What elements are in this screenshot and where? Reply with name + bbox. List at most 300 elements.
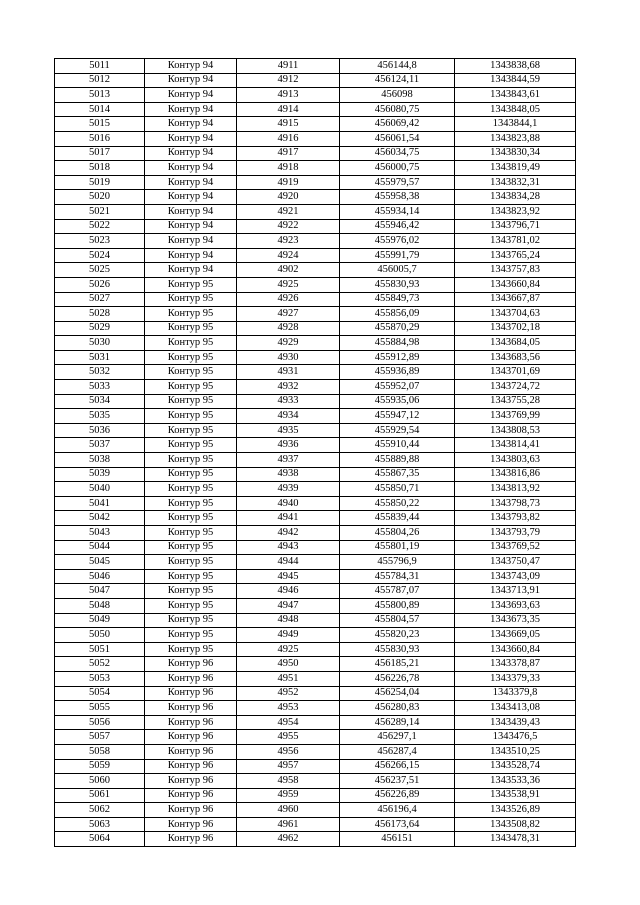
contour-name-cell: Контур 94 — [145, 219, 237, 234]
table-row — [55, 496, 576, 511]
y-coordinate-cell: 1343808,53 — [455, 423, 576, 438]
table-row — [55, 613, 576, 628]
coordinates-table — [54, 58, 576, 847]
point-number-cell: 4943 — [237, 540, 340, 555]
x-coordinate-cell: 456289,14 — [340, 715, 455, 730]
contour-name-cell: Контур 95 — [145, 584, 237, 599]
y-coordinate-cell: 1343844,1 — [455, 117, 576, 132]
row-number-cell: 5042 — [55, 511, 145, 526]
point-number-cell: 4950 — [237, 657, 340, 672]
point-number-cell: 4912 — [237, 73, 340, 88]
x-coordinate-cell: 455910,44 — [340, 438, 455, 453]
table-row — [55, 598, 576, 613]
point-number-cell: 4954 — [237, 715, 340, 730]
point-number-cell: 4951 — [237, 671, 340, 686]
row-number-cell: 5034 — [55, 394, 145, 409]
contour-name-cell: Контур 95 — [145, 394, 237, 409]
contour-name-cell: Контур 96 — [145, 657, 237, 672]
y-coordinate-cell: 1343813,92 — [455, 482, 576, 497]
y-coordinate-cell: 1343750,47 — [455, 555, 576, 570]
x-coordinate-cell: 456254,04 — [340, 686, 455, 701]
contour-name-cell: Контур 95 — [145, 511, 237, 526]
x-coordinate-cell: 456005,7 — [340, 263, 455, 278]
table-row — [55, 365, 576, 380]
point-number-cell: 4902 — [237, 263, 340, 278]
row-number-cell: 5050 — [55, 628, 145, 643]
point-number-cell: 4925 — [237, 642, 340, 657]
table-row — [55, 321, 576, 336]
row-number-cell: 5055 — [55, 701, 145, 716]
point-number-cell: 4927 — [237, 307, 340, 322]
x-coordinate-cell: 456226,89 — [340, 788, 455, 803]
table-row — [55, 277, 576, 292]
contour-name-cell: Контур 96 — [145, 715, 237, 730]
row-number-cell: 5061 — [55, 788, 145, 803]
point-number-cell: 4941 — [237, 511, 340, 526]
contour-name-cell: Контур 95 — [145, 336, 237, 351]
table-row — [55, 701, 576, 716]
contour-name-cell: Контур 94 — [145, 117, 237, 132]
contour-name-cell: Контур 94 — [145, 190, 237, 205]
x-coordinate-cell: 455884,98 — [340, 336, 455, 351]
y-coordinate-cell: 1343528,74 — [455, 759, 576, 774]
point-number-cell: 4911 — [237, 59, 340, 74]
row-number-cell: 5037 — [55, 438, 145, 453]
y-coordinate-cell: 1343819,49 — [455, 161, 576, 176]
point-number-cell: 4936 — [237, 438, 340, 453]
x-coordinate-cell: 456069,42 — [340, 117, 455, 132]
y-coordinate-cell: 1343765,24 — [455, 248, 576, 263]
row-number-cell: 5058 — [55, 744, 145, 759]
row-number-cell: 5029 — [55, 321, 145, 336]
x-coordinate-cell: 455804,57 — [340, 613, 455, 628]
row-number-cell: 5035 — [55, 409, 145, 424]
x-coordinate-cell: 455958,38 — [340, 190, 455, 205]
x-coordinate-cell: 456287,4 — [340, 744, 455, 759]
x-coordinate-cell: 455830,93 — [340, 277, 455, 292]
x-coordinate-cell: 455936,89 — [340, 365, 455, 380]
y-coordinate-cell: 1343843,61 — [455, 88, 576, 103]
row-number-cell: 5048 — [55, 598, 145, 613]
y-coordinate-cell: 1343379,8 — [455, 686, 576, 701]
contour-name-cell: Контур 94 — [145, 59, 237, 74]
row-number-cell: 5063 — [55, 817, 145, 832]
row-number-cell: 5019 — [55, 175, 145, 190]
contour-name-cell: Контур 95 — [145, 423, 237, 438]
y-coordinate-cell: 1343755,28 — [455, 394, 576, 409]
point-number-cell: 4948 — [237, 613, 340, 628]
point-number-cell: 4922 — [237, 219, 340, 234]
row-number-cell: 5017 — [55, 146, 145, 161]
row-number-cell: 5056 — [55, 715, 145, 730]
x-coordinate-cell: 456034,75 — [340, 146, 455, 161]
row-number-cell: 5028 — [55, 307, 145, 322]
point-number-cell: 4925 — [237, 277, 340, 292]
point-number-cell: 4944 — [237, 555, 340, 570]
contour-name-cell: Контур 94 — [145, 102, 237, 117]
point-number-cell: 4962 — [237, 832, 340, 847]
point-number-cell: 4946 — [237, 584, 340, 599]
point-number-cell: 4942 — [237, 526, 340, 541]
point-number-cell: 4921 — [237, 204, 340, 219]
row-number-cell: 5025 — [55, 263, 145, 278]
table-row — [55, 832, 576, 847]
contour-name-cell: Контур 94 — [145, 146, 237, 161]
contour-name-cell: Контур 95 — [145, 438, 237, 453]
x-coordinate-cell: 455801,19 — [340, 540, 455, 555]
x-coordinate-cell: 456237,51 — [340, 774, 455, 789]
point-number-cell: 4934 — [237, 409, 340, 424]
row-number-cell: 5062 — [55, 803, 145, 818]
point-number-cell: 4945 — [237, 569, 340, 584]
y-coordinate-cell: 1343838,68 — [455, 59, 576, 74]
y-coordinate-cell: 1343667,87 — [455, 292, 576, 307]
y-coordinate-cell: 1343814,41 — [455, 438, 576, 453]
x-coordinate-cell: 456144,8 — [340, 59, 455, 74]
row-number-cell: 5052 — [55, 657, 145, 672]
contour-name-cell: Контур 95 — [145, 321, 237, 336]
y-coordinate-cell: 1343803,63 — [455, 453, 576, 468]
row-number-cell: 5026 — [55, 277, 145, 292]
contour-name-cell: Контур 95 — [145, 350, 237, 365]
row-number-cell: 5043 — [55, 526, 145, 541]
x-coordinate-cell: 456061,54 — [340, 131, 455, 146]
point-number-cell: 4953 — [237, 701, 340, 716]
table-row — [55, 482, 576, 497]
contour-name-cell: Контур 96 — [145, 803, 237, 818]
x-coordinate-cell: 456151 — [340, 832, 455, 847]
y-coordinate-cell: 1343834,28 — [455, 190, 576, 205]
contour-name-cell: Контур 95 — [145, 526, 237, 541]
contour-name-cell: Контур 95 — [145, 453, 237, 468]
x-coordinate-cell: 456000,75 — [340, 161, 455, 176]
point-number-cell: 4935 — [237, 423, 340, 438]
x-coordinate-cell: 456266,15 — [340, 759, 455, 774]
x-coordinate-cell: 455976,02 — [340, 234, 455, 249]
contour-name-cell: Контур 95 — [145, 569, 237, 584]
row-number-cell: 5024 — [55, 248, 145, 263]
table-row — [55, 569, 576, 584]
x-coordinate-cell: 455929,54 — [340, 423, 455, 438]
row-number-cell: 5018 — [55, 161, 145, 176]
contour-name-cell: Контур 95 — [145, 496, 237, 511]
row-number-cell: 5046 — [55, 569, 145, 584]
row-number-cell: 5033 — [55, 380, 145, 395]
row-number-cell: 5064 — [55, 832, 145, 847]
point-number-cell: 4949 — [237, 628, 340, 643]
point-number-cell: 4929 — [237, 336, 340, 351]
x-coordinate-cell: 455912,89 — [340, 350, 455, 365]
point-number-cell: 4956 — [237, 744, 340, 759]
y-coordinate-cell: 1343796,71 — [455, 219, 576, 234]
table-row — [55, 453, 576, 468]
y-coordinate-cell: 1343476,5 — [455, 730, 576, 745]
contour-name-cell: Контур 96 — [145, 788, 237, 803]
table-row — [55, 117, 576, 132]
y-coordinate-cell: 1343478,31 — [455, 832, 576, 847]
table-row — [55, 59, 576, 74]
table-row — [55, 642, 576, 657]
y-coordinate-cell: 1343673,35 — [455, 613, 576, 628]
table-row — [55, 131, 576, 146]
y-coordinate-cell: 1343439,43 — [455, 715, 576, 730]
row-number-cell: 5059 — [55, 759, 145, 774]
row-number-cell: 5060 — [55, 774, 145, 789]
x-coordinate-cell: 455856,09 — [340, 307, 455, 322]
table-row — [55, 175, 576, 190]
point-number-cell: 4955 — [237, 730, 340, 745]
x-coordinate-cell: 456280,83 — [340, 701, 455, 716]
point-number-cell: 4914 — [237, 102, 340, 117]
y-coordinate-cell: 1343704,63 — [455, 307, 576, 322]
row-number-cell: 5038 — [55, 453, 145, 468]
table-row — [55, 190, 576, 205]
table-row — [55, 803, 576, 818]
row-number-cell: 5016 — [55, 131, 145, 146]
row-number-cell: 5045 — [55, 555, 145, 570]
contour-name-cell: Контур 94 — [145, 88, 237, 103]
y-coordinate-cell: 1343769,99 — [455, 409, 576, 424]
y-coordinate-cell: 1343830,34 — [455, 146, 576, 161]
x-coordinate-cell: 455934,14 — [340, 204, 455, 219]
table-row — [55, 774, 576, 789]
row-number-cell: 5015 — [55, 117, 145, 132]
point-number-cell: 4916 — [237, 131, 340, 146]
table-row — [55, 380, 576, 395]
contour-name-cell: Контур 95 — [145, 628, 237, 643]
contour-name-cell: Контур 96 — [145, 817, 237, 832]
y-coordinate-cell: 1343713,91 — [455, 584, 576, 599]
y-coordinate-cell: 1343693,63 — [455, 598, 576, 613]
row-number-cell: 5040 — [55, 482, 145, 497]
point-number-cell: 4932 — [237, 380, 340, 395]
point-number-cell: 4933 — [237, 394, 340, 409]
table-row — [55, 788, 576, 803]
row-number-cell: 5021 — [55, 204, 145, 219]
contour-name-cell: Контур 95 — [145, 277, 237, 292]
point-number-cell: 4958 — [237, 774, 340, 789]
point-number-cell: 4961 — [237, 817, 340, 832]
y-coordinate-cell: 1343793,79 — [455, 526, 576, 541]
table-row — [55, 219, 576, 234]
contour-name-cell: Контур 94 — [145, 131, 237, 146]
x-coordinate-cell: 455947,12 — [340, 409, 455, 424]
x-coordinate-cell: 455796,9 — [340, 555, 455, 570]
table-row — [55, 511, 576, 526]
row-number-cell: 5053 — [55, 671, 145, 686]
point-number-cell: 4913 — [237, 88, 340, 103]
contour-name-cell: Контур 95 — [145, 409, 237, 424]
contour-name-cell: Контур 95 — [145, 292, 237, 307]
table-row — [55, 555, 576, 570]
table-row — [55, 161, 576, 176]
y-coordinate-cell: 1343798,73 — [455, 496, 576, 511]
x-coordinate-cell: 456098 — [340, 88, 455, 103]
table-row — [55, 146, 576, 161]
row-number-cell: 5027 — [55, 292, 145, 307]
point-number-cell: 4930 — [237, 350, 340, 365]
x-coordinate-cell: 456173,64 — [340, 817, 455, 832]
row-number-cell: 5044 — [55, 540, 145, 555]
table-row — [55, 584, 576, 599]
x-coordinate-cell: 455952,07 — [340, 380, 455, 395]
table-row — [55, 234, 576, 249]
x-coordinate-cell: 455820,23 — [340, 628, 455, 643]
row-number-cell: 5054 — [55, 686, 145, 701]
x-coordinate-cell: 455800,89 — [340, 598, 455, 613]
contour-name-cell: Контур 95 — [145, 482, 237, 497]
contour-name-cell: Контур 96 — [145, 744, 237, 759]
y-coordinate-cell: 1343769,52 — [455, 540, 576, 555]
point-number-cell: 4940 — [237, 496, 340, 511]
x-coordinate-cell: 456297,1 — [340, 730, 455, 745]
row-number-cell: 5057 — [55, 730, 145, 745]
contour-name-cell: Контур 96 — [145, 759, 237, 774]
contour-name-cell: Контур 94 — [145, 161, 237, 176]
table-row — [55, 467, 576, 482]
table-row — [55, 628, 576, 643]
x-coordinate-cell: 455870,29 — [340, 321, 455, 336]
contour-name-cell: Контур 95 — [145, 555, 237, 570]
y-coordinate-cell: 1343823,92 — [455, 204, 576, 219]
contour-name-cell: Контур 94 — [145, 234, 237, 249]
contour-name-cell: Контур 96 — [145, 832, 237, 847]
row-number-cell: 5023 — [55, 234, 145, 249]
point-number-cell: 4920 — [237, 190, 340, 205]
x-coordinate-cell: 455935,06 — [340, 394, 455, 409]
table-row — [55, 409, 576, 424]
y-coordinate-cell: 1343832,31 — [455, 175, 576, 190]
x-coordinate-cell: 455991,79 — [340, 248, 455, 263]
row-number-cell: 5020 — [55, 190, 145, 205]
contour-name-cell: Контур 94 — [145, 263, 237, 278]
table-row — [55, 671, 576, 686]
table-row — [55, 292, 576, 307]
x-coordinate-cell: 455830,93 — [340, 642, 455, 657]
point-number-cell: 4959 — [237, 788, 340, 803]
coordinates-table-body — [55, 59, 576, 847]
x-coordinate-cell: 455850,71 — [340, 482, 455, 497]
y-coordinate-cell: 1343702,18 — [455, 321, 576, 336]
y-coordinate-cell: 1343508,82 — [455, 817, 576, 832]
point-number-cell: 4938 — [237, 467, 340, 482]
row-number-cell: 5051 — [55, 642, 145, 657]
contour-name-cell: Контур 96 — [145, 686, 237, 701]
contour-name-cell: Контур 94 — [145, 204, 237, 219]
contour-name-cell: Контур 95 — [145, 540, 237, 555]
point-number-cell: 4939 — [237, 482, 340, 497]
point-number-cell: 4957 — [237, 759, 340, 774]
table-row — [55, 540, 576, 555]
y-coordinate-cell: 1343781,02 — [455, 234, 576, 249]
x-coordinate-cell: 456080,75 — [340, 102, 455, 117]
table-row — [55, 88, 576, 103]
contour-name-cell: Контур 94 — [145, 175, 237, 190]
row-number-cell: 5011 — [55, 59, 145, 74]
x-coordinate-cell: 455784,31 — [340, 569, 455, 584]
table-row — [55, 657, 576, 672]
x-coordinate-cell: 455839,44 — [340, 511, 455, 526]
row-number-cell: 5014 — [55, 102, 145, 117]
point-number-cell: 4928 — [237, 321, 340, 336]
y-coordinate-cell: 1343848,05 — [455, 102, 576, 117]
x-coordinate-cell: 455867,35 — [340, 467, 455, 482]
table-row — [55, 73, 576, 88]
contour-name-cell: Контур 95 — [145, 307, 237, 322]
x-coordinate-cell: 456124,11 — [340, 73, 455, 88]
x-coordinate-cell: 455850,22 — [340, 496, 455, 511]
contour-name-cell: Контур 95 — [145, 613, 237, 628]
y-coordinate-cell: 1343684,05 — [455, 336, 576, 351]
y-coordinate-cell: 1343683,56 — [455, 350, 576, 365]
y-coordinate-cell: 1343743,09 — [455, 569, 576, 584]
table-row — [55, 817, 576, 832]
x-coordinate-cell: 455979,57 — [340, 175, 455, 190]
y-coordinate-cell: 1343526,89 — [455, 803, 576, 818]
y-coordinate-cell: 1343701,69 — [455, 365, 576, 380]
contour-name-cell: Контур 94 — [145, 248, 237, 263]
point-number-cell: 4931 — [237, 365, 340, 380]
table-row — [55, 307, 576, 322]
table-row — [55, 102, 576, 117]
table-row — [55, 759, 576, 774]
point-number-cell: 4915 — [237, 117, 340, 132]
point-number-cell: 4937 — [237, 453, 340, 468]
y-coordinate-cell: 1343378,87 — [455, 657, 576, 672]
x-coordinate-cell: 456185,21 — [340, 657, 455, 672]
y-coordinate-cell: 1343660,84 — [455, 642, 576, 657]
table-row — [55, 336, 576, 351]
contour-name-cell: Контур 95 — [145, 642, 237, 657]
table-row — [55, 204, 576, 219]
y-coordinate-cell: 1343533,36 — [455, 774, 576, 789]
point-number-cell: 4918 — [237, 161, 340, 176]
point-number-cell: 4919 — [237, 175, 340, 190]
x-coordinate-cell: 455946,42 — [340, 219, 455, 234]
y-coordinate-cell: 1343669,05 — [455, 628, 576, 643]
contour-name-cell: Контур 96 — [145, 730, 237, 745]
table-row — [55, 248, 576, 263]
x-coordinate-cell: 456226,78 — [340, 671, 455, 686]
point-number-cell: 4952 — [237, 686, 340, 701]
y-coordinate-cell: 1343660,84 — [455, 277, 576, 292]
contour-name-cell: Контур 94 — [145, 73, 237, 88]
y-coordinate-cell: 1343757,83 — [455, 263, 576, 278]
y-coordinate-cell: 1343724,72 — [455, 380, 576, 395]
row-number-cell: 5031 — [55, 350, 145, 365]
row-number-cell: 5022 — [55, 219, 145, 234]
point-number-cell: 4947 — [237, 598, 340, 613]
contour-name-cell: Контур 95 — [145, 598, 237, 613]
point-number-cell: 4923 — [237, 234, 340, 249]
contour-name-cell: Контур 96 — [145, 774, 237, 789]
x-coordinate-cell: 456196,4 — [340, 803, 455, 818]
contour-name-cell: Контур 95 — [145, 380, 237, 395]
x-coordinate-cell: 455787,07 — [340, 584, 455, 599]
point-number-cell: 4917 — [237, 146, 340, 161]
row-number-cell: 5013 — [55, 88, 145, 103]
table-row — [55, 730, 576, 745]
point-number-cell: 4960 — [237, 803, 340, 818]
table-row — [55, 350, 576, 365]
table-row — [55, 744, 576, 759]
row-number-cell: 5041 — [55, 496, 145, 511]
table-row — [55, 394, 576, 409]
row-number-cell: 5032 — [55, 365, 145, 380]
x-coordinate-cell: 455849,73 — [340, 292, 455, 307]
point-number-cell: 4926 — [237, 292, 340, 307]
row-number-cell: 5049 — [55, 613, 145, 628]
